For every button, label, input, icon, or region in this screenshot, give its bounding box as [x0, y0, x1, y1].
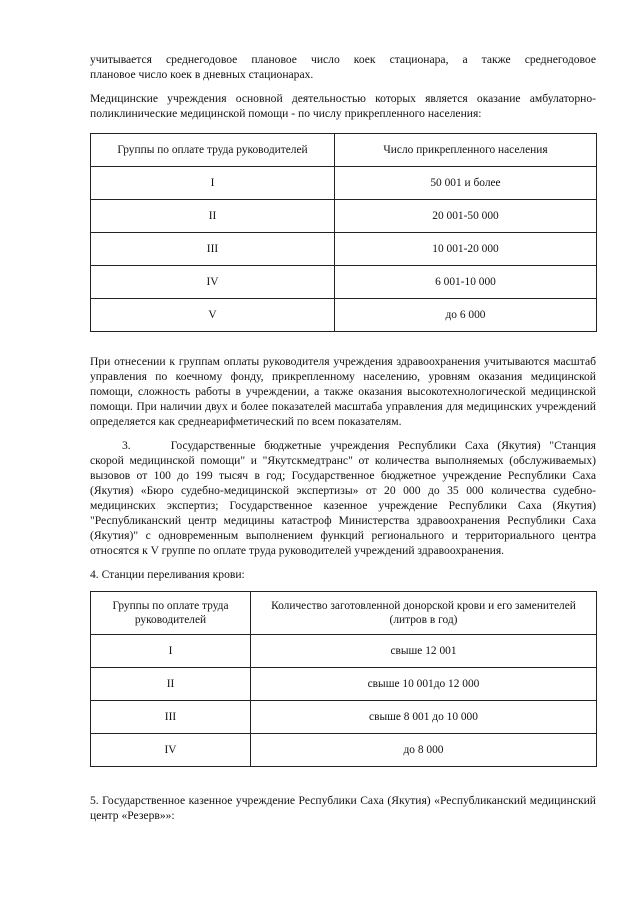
- table-row: [91, 200, 597, 233]
- criteria-paragraph: При отнесении к группам оплаты руководителя учреждения здравоохранения учитываются масштаб управления по коечному фонду, прикрепленному населению, уровням оказания медицинской помощи, сложность работы в учреждении, а также оказания высокотехнологической медицинской помощи. При наличии двух и более показателей масштаба управления для медицинских учреждений определяется как среднеарифметический по всем показателям.: [90, 355, 596, 428]
- table-row: [91, 701, 597, 734]
- group-cell: II: [91, 200, 335, 233]
- intro-line-1: учитывается среднегодовое плановое число коек стационара, а также среднегодовое: [90, 53, 596, 66]
- intro-line-2: плановое число коек в дневных стационарах.: [90, 68, 314, 81]
- table-header-row: [91, 592, 597, 635]
- population-cell: 20 001-50 000: [335, 200, 597, 233]
- table-header-cell: Число прикрепленного населения: [335, 134, 597, 167]
- group-cell: IV: [91, 266, 335, 299]
- table-header-row: [91, 134, 597, 167]
- table-row: [91, 233, 597, 266]
- table-header-cell: Группы по оплате труда руководителей: [91, 592, 251, 635]
- group-cell: V: [91, 299, 335, 332]
- table-row: [91, 167, 597, 200]
- table-row: [91, 635, 597, 668]
- group-cell: II: [91, 668, 251, 701]
- volume-cell: до 8 000: [251, 734, 597, 767]
- item-3-number: 3.: [122, 439, 131, 452]
- item-3-text: Государственные бюджетные учреждения Республики Саха (Якутия) "Станция скорой медицинской помощи" и "Якутскмедтранс" от количества выполняемых (обслуживаемых) вызовов от 100 до 199 тысяч в год; Государственное бюджетное учреждение Республики Саха (Якутия) «Бюро судебно-медицинской экспертизы» от 20 000 до 35 000 количества судебно-медицинских экспертиз; Государственное казенное учреждение Республики Саха (Якутия) "Республиканский центр медицины катастроф Министерства здравоохранения Республики Саха (Якутия)" с одновременным выполнением функций регионального и территориального центра относятся к V группе по оплате труда руководителей учреждений здравоохранения.: [90, 439, 596, 557]
- item-4-heading: 4. Станции переливания крови:: [90, 568, 245, 581]
- volume-cell: свыше 10 001до 12 000: [251, 668, 597, 701]
- population-cell: 10 001-20 000: [335, 233, 597, 266]
- ambulatory-group-table: [90, 133, 597, 332]
- group-cell: IV: [91, 734, 251, 767]
- volume-cell: свыше 8 001 до 10 000: [251, 701, 597, 734]
- group-cell: I: [91, 167, 335, 200]
- group-cell: I: [91, 635, 251, 668]
- table-row: [91, 734, 597, 767]
- table-header-cell: Количество заготовленной донорской крови и его заменителей (литров в год): [251, 592, 597, 635]
- group-cell: III: [91, 701, 251, 734]
- population-cell: 6 001-10 000: [335, 266, 597, 299]
- volume-cell: свыше 12 001: [251, 635, 597, 668]
- item-3-paragraph: [90, 438, 596, 558]
- document-page: [90, 52, 596, 823]
- ambulatory-heading: Медицинские учреждения основной деятельностью которых является оказание амбулаторно-поликлинические медицинской помощи - по числу прикрепленного населения:: [90, 92, 596, 120]
- item-5-paragraph: 5. Государственное казенное учреждение Республики Саха (Якутия) «Республиканский медицинский центр «Резерв»»:: [90, 794, 596, 822]
- table-row: [91, 668, 597, 701]
- group-cell: III: [91, 233, 335, 266]
- table-row: [91, 299, 597, 332]
- population-cell: до 6 000: [335, 299, 597, 332]
- table-row: [91, 266, 597, 299]
- population-cell: 50 001 и более: [335, 167, 597, 200]
- table-header-cell: Группы по оплате труда руководителей: [91, 134, 335, 167]
- blood-station-table: [90, 591, 597, 767]
